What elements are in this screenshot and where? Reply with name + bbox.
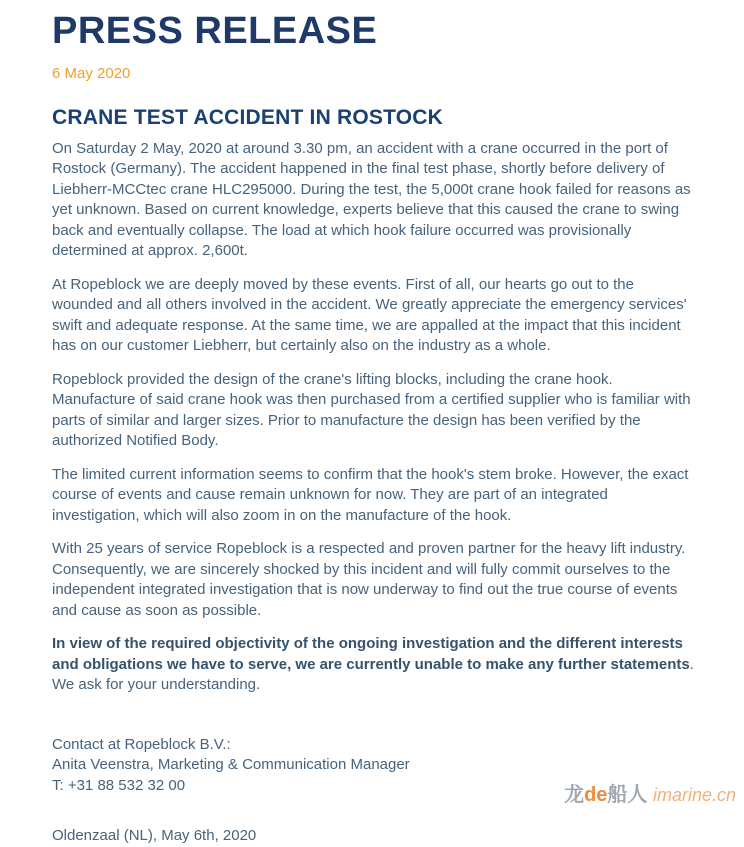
document-title: PRESS RELEASE: [52, 10, 378, 52]
statement-bold-text: In view of the required objectivity of the ongoing investigation and the different interests and obligations we have to serve, we are currently unable to make any further statements: [52, 635, 690, 673]
paragraph-incident: On Saturday 2 May, 2020 at around 3.30 pm, an accident with a crane occurred in the port of Rostock (Germany). The accident happened in the final test phase, shortly before delivery of Liebherr-MCCtec crane HLC295000. During the test, the 5,000t crane hook failed for reasons as yet unknown. Based on current knowledge, experts believe that this caused the crane to swing back and eventually collapse. The load at which hook failure occurred was provisionally determined at approx. 2,600t.: [52, 139, 691, 260]
article-heading: CRANE TEST ACCIDENT IN ROSTOCK: [52, 105, 444, 129]
contact-company-line: Contact at Ropeblock B.V.:: [52, 735, 231, 753]
contact-phone-line: T: +31 88 532 32 00: [52, 776, 186, 794]
paragraph-investigation: The limited current information seems to confirm that the hook's stem broke. However, the exact course of events and cause remain unknown for now. They are part of an integrated investigation, which will also zoom in on the manufacture of the hook.: [52, 465, 689, 524]
paragraph-response: At Ropeblock we are deeply moved by these events. First of all, our hearts go out to the wounded and all others involved in the accident. We greatly appreciate the emergency services' swift and adequate response. At the same time, we are appalled at the impact that this incident has on our customer Liebherr, but certainly also on the industry as a whole.: [52, 275, 687, 355]
place-and-date-line: Oldenzaal (NL), May 6th, 2020: [52, 827, 257, 845]
paragraph-design: Ropeblock provided the design of the crane's lifting blocks, including the crane hook. Manufacture of said crane hook was then purchased from a certified supplier who is familiar with parts of similar and larger sizes. Prior to manufacture the design has been verified by the authorized Notified Body.: [52, 370, 691, 450]
press-release-document: [52, 10, 694, 847]
watermark-cn-right: 船人: [607, 784, 648, 806]
release-date: 6 May 2020: [52, 64, 131, 82]
paragraph-commitment: With 25 years of service Ropeblock is a respected and proven partner for the heavy lift industry. Consequently, we are sincerely shocked by this incident and will fully commit ourselves to the independent integrated investigation that is now underway to find out the true course of events and cause as soon as possible.: [52, 540, 686, 619]
paragraph-statement: [52, 634, 694, 696]
watermark-cn-left: 龙: [564, 784, 585, 806]
statement-regular-text: . We ask for your understanding.: [52, 655, 694, 694]
watermark-site-text: imarine.cn: [652, 785, 736, 805]
watermark-de: de: [584, 784, 608, 806]
imarine-watermark-logo: [564, 778, 736, 807]
contact-person-line: Anita Veenstra, Marketing & Communication Manager: [52, 756, 410, 774]
